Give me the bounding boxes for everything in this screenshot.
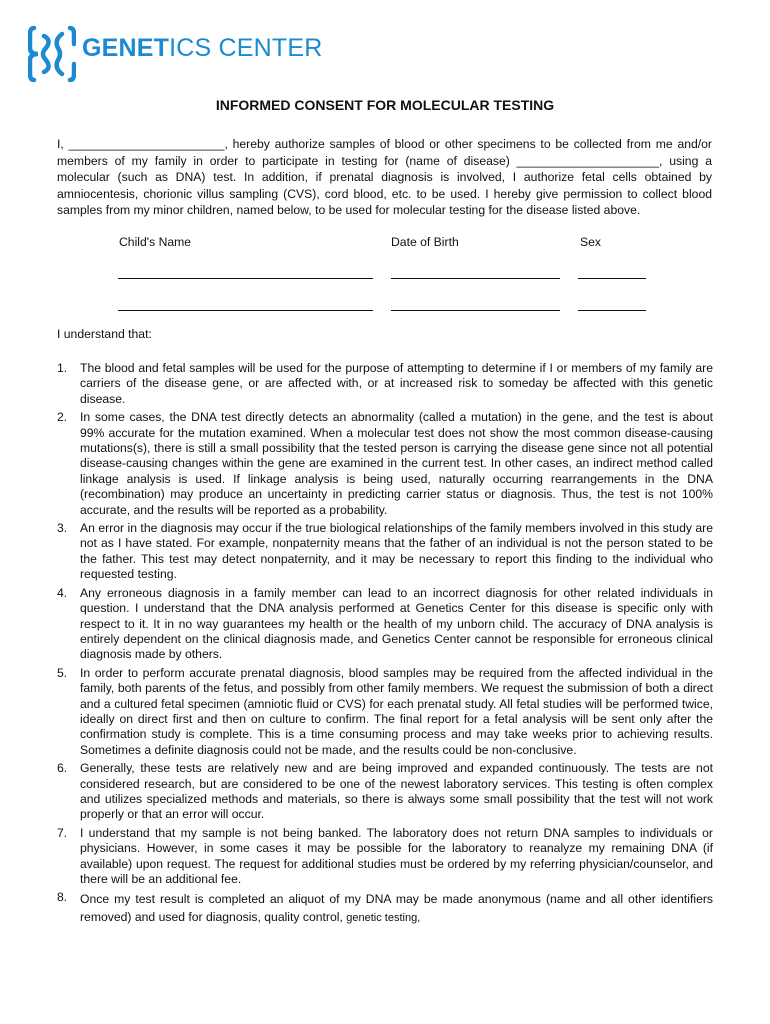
- list-item-number: 3.: [57, 521, 68, 536]
- document-title: INFORMED CONSENT FOR MOLECULAR TESTING: [215, 97, 555, 113]
- list-item: [57, 521, 713, 583]
- list-item-text: I understand that my sample is not being banked. The laboratory does not return DNA samples to individuals or physicians. However, in some cases it may be possible for the laboratory to reanalyze my remaining DNA (if available) upon request. The request for additional studies must be ordered by my referring physician/counselor, and there will be an additional fee.: [80, 825, 713, 886]
- list-item-number: 6.: [57, 761, 68, 776]
- intro-paragraph: [57, 136, 712, 219]
- childs-name-header: Child's Name: [119, 235, 192, 249]
- list-item: [57, 890, 713, 927]
- brand-name: [82, 34, 323, 63]
- list-item-number: 1.: [57, 361, 68, 375]
- list-item-text: In order to perform accurate prenatal diagnosis, blood samples may be required from the affected individual in the family, both parents of the fetus, and possibly from other family members. We request the submission of both a direct and a cultured fetal specimen (amniotic fluid or CVS) for each prenatal study. All fetal studies will be performed twice, ideally on direct first and then on culture to confirm. The final report for a fetal analysis will be sent only after the confirmation study is complete. This is a time consuming process and may take weeks prior to achieving results. Sometimes a definite diagnosis could not be made, and the results could be non-conclusive.: [80, 665, 713, 757]
- list-item-text: Any erroneous diagnosis in a family member can lead to an incorrect diagnosis for other related individuals in question. I understand that the DNA analysis performed at Genetics Center for this disease is specific only with respect to it. It in no way guarantees my health or the health of my unborn child. The accuracy of DNA analysis is entirely dependent on the clinical diagnosis made, and Genetics Center cannot be responsible for erroneous clinical diagnosis made by others.: [80, 585, 713, 662]
- list-item-number: 2.: [57, 410, 68, 425]
- consent-terms-list: [57, 361, 713, 930]
- sex-header: Sex: [580, 235, 602, 249]
- list-item: [57, 666, 713, 758]
- list-item-text-main: Once my test result is completed an aliquot of my DNA may be made anonymous (name and all other identifiers removed) and used for diagnosis, quality control,: [80, 892, 713, 925]
- list-item-text: [80, 890, 713, 927]
- date-of-birth-header: Date of Birth: [391, 235, 459, 249]
- list-item: [57, 410, 713, 518]
- intro-text: I, _______________________, hereby authorize samples of blood or other specimens to be collected from me and/or members of my family in order to participate in testing for (name of disease) _____________________, using a molecular (such as DNA) test. In addition, if prenatal diagnosis is involved, I authorize fetal cells obtained by amniocentesis, chorionic villus sampling (CVS), cord blood, etc. to be used. I hereby give permission to collect blood samples from my minor children, named below, to be used for molecular testing for the disease listed above.: [57, 137, 712, 217]
- list-item-text: An error in the diagnosis may occur if the true biological relationships of the family members involved in this study are not as I have stated. For example, nonpaternity means that the father of an individual is not the person stated to be the father. This test may detect nonpaternity, and it may be necessary to report this finding to the individual who requested testing.: [80, 521, 713, 582]
- list-item-number: 8.: [57, 890, 68, 905]
- child-dob-line-1[interactable]: [391, 278, 560, 279]
- i-understand-heading: I understand that:: [57, 327, 152, 341]
- dna-logo-icon: [28, 24, 76, 84]
- child-dob-line-2[interactable]: [391, 310, 560, 311]
- brand-name-rest: ICS CENTER: [169, 34, 323, 62]
- list-item-text: In some cases, the DNA test directly detects an abnormality (called a mutation) in the gene, and the test is about 99% accurate for the mutation examined. When a molecular test does not show the most common disease-causing mutations(s), there is still a small possibility that the tested person is carrying the disease gene since not all potential disease-causing changes within the gene are examined in the current test. In other cases, an indirect method called linkage analysis is used. If linkage analysis is being used, naturally occurring rearrangements in the DNA (recombination) may produce an uncertainty in predicting carrier status or diagnosis. Thus, the test is not 100% accurate, and the results will be reported as a probability.: [80, 410, 713, 517]
- list-item: [57, 826, 713, 888]
- list-item-number: 5.: [57, 665, 68, 680]
- child-sex-line-1[interactable]: [578, 278, 646, 279]
- list-item-text: Generally, these tests are relatively new and are being improved and expanded continuously. The tests are not considered research, but are considered to be one of the newest laboratory services. This testing is often complex and utilizes specialized methods and materials, so there is always some small possibility that the test will not work properly or that an error will occur.: [80, 761, 713, 822]
- list-item-number: 4.: [57, 585, 68, 600]
- child-name-line-2[interactable]: [118, 310, 373, 311]
- list-item: [57, 361, 713, 407]
- list-item-text: The blood and fetal samples will be used for the purpose of attempting to determine if I or members of my family are carriers of the disease gene, or are affected with, or at increased risk to someday be affected with this genetic disease.: [80, 361, 713, 406]
- brand-name-bold: GENET: [82, 34, 170, 62]
- child-sex-line-2[interactable]: [578, 310, 646, 311]
- child-name-line-1[interactable]: [118, 278, 373, 279]
- list-item: [57, 586, 713, 663]
- list-item-text-tail: genetic testing,: [346, 912, 421, 925]
- list-item: [57, 761, 713, 823]
- list-item-number: 7.: [57, 825, 68, 840]
- genetics-center-logo: [28, 24, 323, 84]
